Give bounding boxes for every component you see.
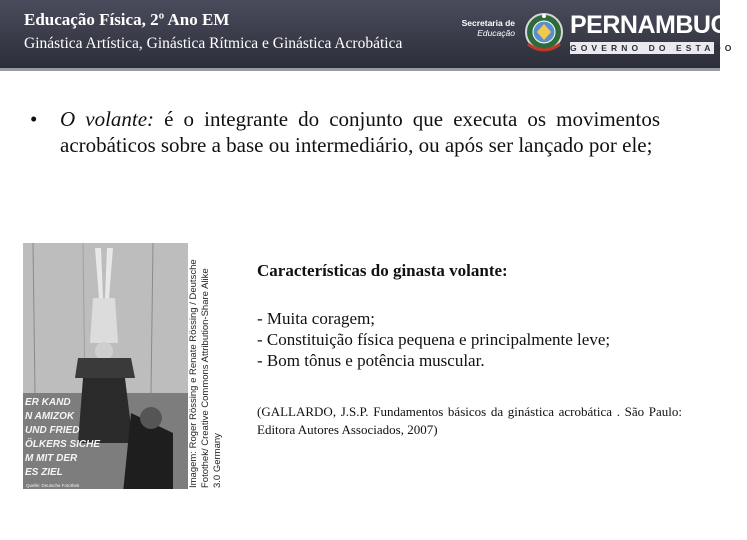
brand-tagline: GOVERNO DO ESTADO [570, 43, 736, 53]
bibliographic-reference: (GALLARDO, J.S.P. Fundamentos básicos da ginástica acrobática . São Paulo: Editora Autores Associados, 2007) [257, 404, 682, 437]
secretaria-line2: Educação [477, 28, 515, 38]
secretaria-line1: Secretaria de [461, 18, 515, 28]
brand-name: PERNAMBUCO [570, 11, 747, 39]
acrobatics-photo [23, 243, 188, 493]
photo-wall-line: UND FRIED [25, 425, 80, 436]
state-crest-icon [522, 10, 566, 58]
bullet-description: é o integrante do conjunto que executa os movimentos acrobáticos sobre a base ou intermediário, ou após ser lançado por ele; [60, 107, 660, 157]
bullet-term: O volante: [60, 107, 155, 131]
bullet-point [30, 106, 660, 158]
list-item: - Constituição física pequena e principalmente leve; [257, 330, 611, 349]
photo-wall-line: ÖLKERS SICHE [25, 439, 101, 450]
characteristics-title: Características do ginasta volante: [257, 261, 508, 280]
photo-caption: Quelle: Deutsche Fotothek [26, 483, 80, 488]
slide-header [0, 0, 747, 68]
photo-wall-line: N AMIZOK [25, 411, 75, 422]
list-item: - Bom tônus e potência muscular. [257, 351, 485, 370]
bullet-text [60, 106, 660, 158]
secretaria-logo-text [455, 18, 515, 38]
slide-subtitle: Ginástica Artística, Ginástica Rítmica e Ginástica Acrobática [24, 35, 403, 52]
bullet-marker: • [30, 107, 38, 131]
photo-wall-line: M MIT DER [25, 453, 78, 464]
image-credit: Imagem: Roger Rössing e Renate Rössing / Deutsche Fotothek/ Creative Commons Attribution-Share Alike 3.0 Germany [188, 259, 223, 488]
slide-title: Educação Física, 2º Ano EM [24, 10, 230, 29]
list-item: - Muita coragem; [257, 309, 376, 328]
characteristics-list [257, 308, 610, 371]
header-divider [0, 68, 720, 71]
photo-wall-line: ER KAND [25, 397, 71, 408]
photo-wall-line: ES ZIEL [25, 467, 63, 478]
image-credit-container [188, 255, 230, 488]
